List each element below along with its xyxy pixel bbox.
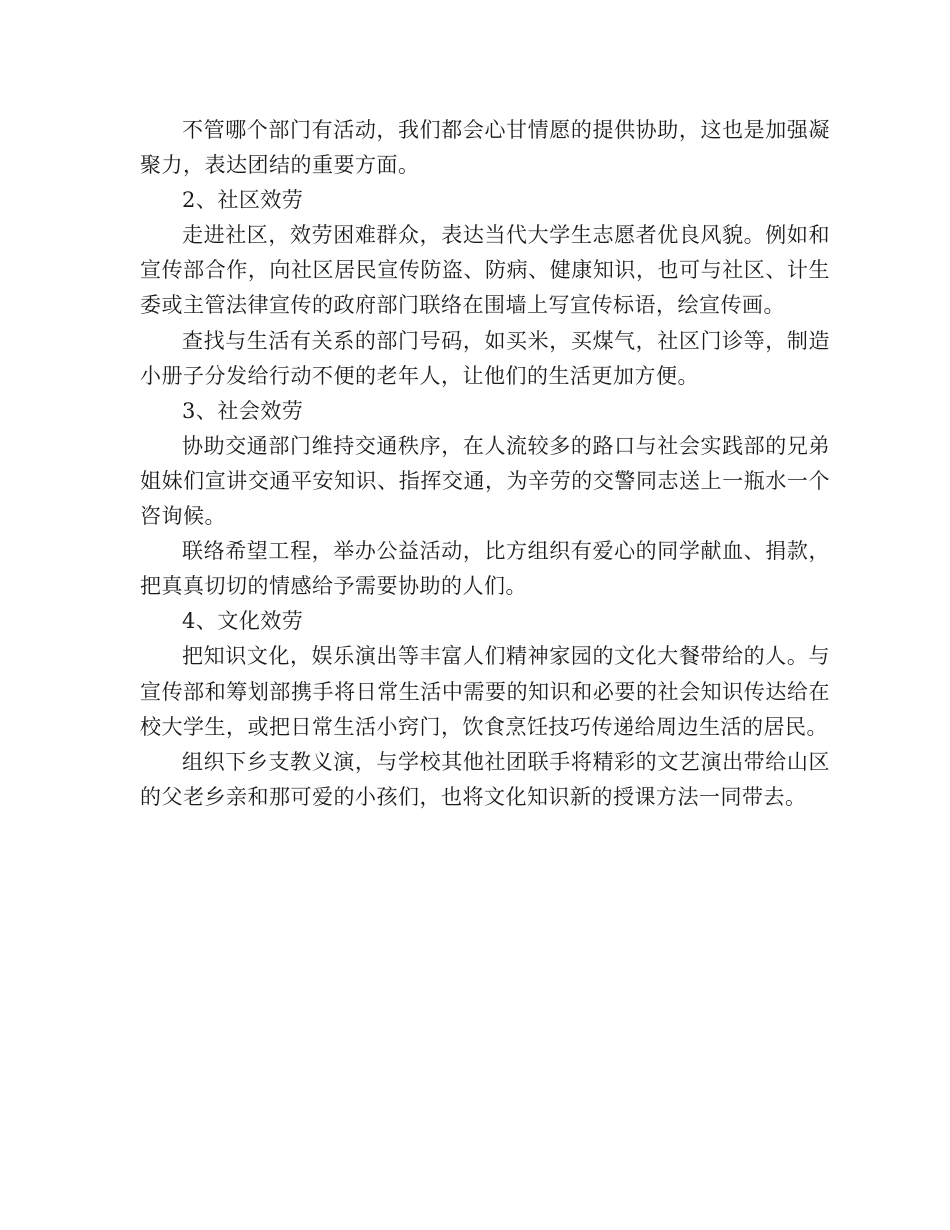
- paragraph-traffic-assistance: 协助交通部门维持交通秩序，在人流较多的路口与社会实践部的兄弟姐妹们宣讲交通平安知识、指挥交通，为辛劳的交警同志送上一瓶水一个咨询候。: [140, 433, 830, 529]
- paragraph-culture-knowledge: 把知识文化，娱乐演出等丰富人们精神家园的文化大餐带给的人。与宣传部和筹划部携手将日常生活中需要的知识和必要的社会知识传达给在校大学生，或把日常生活小窍门，饮食烹饪技巧传递给周边生活的居民。: [140, 644, 830, 739]
- heading-cultural-service: 4、文化效劳: [182, 609, 304, 634]
- paragraph-rural-teaching: 组织下乡支教义演，与学校其他社团联手将精彩的文艺演出带给山区的父老乡亲和那可爱的小孩们，也将文化知识新的授课方法一同带去。: [140, 749, 830, 809]
- paragraph-phone-booklet: 查找与生活有关系的部门号码，如买米，买煤气，社区门诊等，制造小册子分发给行动不便的老年人，让他们的生活更加方便。: [140, 328, 830, 388]
- heading-social-service: 3、社会效劳: [182, 398, 304, 423]
- paragraph-cooperation: 不管哪个部门有活动，我们都会心甘情愿的提供协助，这也是加强凝聚力，表达团结的重要方面。: [140, 118, 830, 178]
- document-body: [140, 113, 830, 815]
- paragraph-community-outreach: 走进社区，效劳困难群众，表达当代大学生志愿者优良风貌。例如和宣传部合作，向社区居民宣传防盗、防病、健康知识，也可与社区、计生委或主管法律宣传的政府部门联络在围墙上写宣传标语，绘宣传画。: [140, 223, 830, 318]
- paragraph-charity: 联络希望工程，举办公益活动，比方组织有爱心的同学献血、捐款，把真真切切的情感给予需要协助的人们。: [140, 539, 830, 599]
- heading-community-service: 2、社区效劳: [182, 188, 304, 213]
